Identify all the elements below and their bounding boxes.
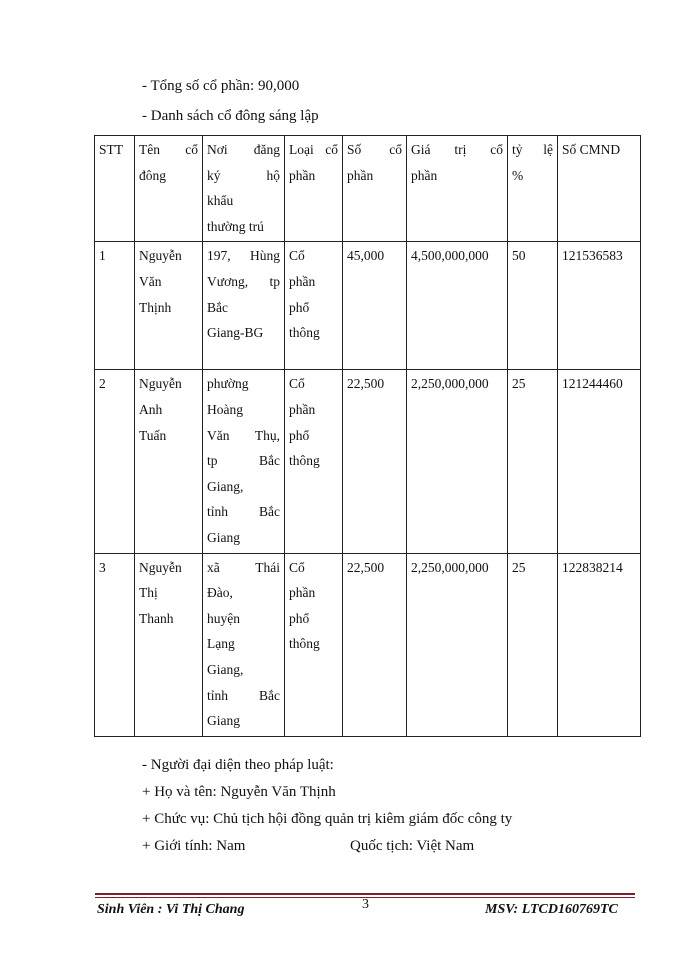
cell-line: %	[512, 167, 524, 183]
cell-line: phần	[289, 167, 316, 183]
cell-line: tỷ lệ	[512, 142, 553, 157]
cell-gia	[407, 553, 508, 736]
cell-line: 25	[512, 559, 526, 575]
cell-gia	[407, 242, 508, 370]
cell-line: huyện	[207, 610, 240, 626]
cell-line: Thị	[139, 585, 158, 601]
cell-ten	[135, 553, 203, 736]
cell-line: 197, Hùng	[207, 248, 280, 264]
representative-position: + Chức vụ: Chủ tịch hội đồng quản trị kiêm giám đốc công ty	[142, 811, 513, 827]
cell-so	[343, 553, 407, 736]
cell-line: Nguyễn	[139, 376, 182, 392]
cell-line: Nguyễn	[139, 559, 182, 575]
cell-loai	[285, 242, 343, 370]
shareholder-table	[94, 135, 641, 737]
cell-line: thông	[289, 636, 320, 652]
cell-line: 2,250,000,000	[411, 559, 489, 575]
cell-line: phần	[347, 167, 374, 183]
cell-line: Vương, tp	[207, 273, 280, 289]
table-row	[95, 370, 641, 553]
cell-line: phổ	[289, 610, 310, 626]
footer-student: Sinh Viên : Vi Thị Chang	[97, 902, 245, 917]
cell-line: Thịnh	[139, 299, 172, 315]
cell-line: 4,500,000,000	[411, 248, 489, 264]
cell-line: Giá trị cổ	[411, 142, 503, 157]
cell-ten	[135, 242, 203, 370]
header-cell-loai	[285, 136, 343, 242]
cell-loai	[285, 370, 343, 553]
page-number: 3	[362, 897, 369, 912]
cell-line: Văn Thụ,	[207, 427, 280, 443]
cell-line: phổ	[289, 427, 310, 443]
cell-line: Số CMND	[562, 142, 621, 157]
cell-cmnd	[558, 553, 641, 736]
cell-line: phổ	[289, 299, 310, 315]
cell-cmnd	[558, 242, 641, 370]
cell-ty	[508, 242, 558, 370]
cell-gia	[407, 370, 508, 553]
cell-ty	[508, 370, 558, 553]
cell-line: Cổ	[289, 559, 305, 575]
header-cell-noi	[203, 136, 285, 242]
cell-line: Tuấn	[139, 427, 167, 443]
cell-line: phường	[207, 376, 249, 392]
representative-gender: + Giới tính: Nam	[142, 838, 246, 854]
cell-line: Giang,	[207, 478, 244, 494]
cell-line: phần	[411, 167, 438, 183]
cell-line: 22,500	[347, 376, 385, 392]
cell-line: xã Thái	[207, 559, 280, 575]
table-row	[95, 553, 641, 736]
header-cell-gia	[407, 136, 508, 242]
cell-line: thường trú	[207, 218, 264, 234]
cell-line: tp Bắc	[207, 453, 280, 469]
cell-line: Loại cổ	[289, 142, 338, 157]
cell-line: 2	[99, 376, 106, 392]
cell-so	[343, 242, 407, 370]
cell-line: Nơi đăng	[207, 142, 280, 157]
header-cell-ten	[135, 136, 203, 242]
cell-stt	[95, 242, 135, 370]
cell-line: phần	[289, 273, 316, 289]
header-cell-cmnd	[558, 136, 641, 242]
cell-noi	[203, 242, 285, 370]
table-row	[95, 242, 641, 370]
cell-line: Giang,	[207, 661, 244, 677]
cell-line: 3	[99, 559, 106, 575]
cell-stt	[95, 553, 135, 736]
cell-noi	[203, 553, 285, 736]
cell-line: Hoàng	[207, 401, 243, 417]
cell-line: 50	[512, 248, 526, 264]
cell-ten	[135, 370, 203, 553]
cell-line: Giang-BG	[207, 325, 264, 341]
cell-line: 22,500	[347, 559, 385, 575]
cell-so	[343, 370, 407, 553]
cell-line: 122838214	[562, 559, 623, 575]
cell-line: Thanh	[139, 610, 174, 626]
cell-line: 25	[512, 376, 526, 392]
cell-line: Cổ	[289, 376, 305, 392]
cell-line: 1	[99, 248, 106, 264]
cell-line: Đào,	[207, 585, 233, 601]
cell-line: 45,000	[347, 248, 385, 264]
cell-line: tỉnh Bắc	[207, 504, 280, 520]
cell-line: đông	[139, 167, 166, 183]
header-cell-ty	[508, 136, 558, 242]
cell-line: Bắc	[207, 299, 228, 315]
cell-line: 121536583	[562, 248, 623, 264]
header-cell-stt	[95, 136, 135, 242]
cell-line: Giang	[207, 713, 240, 729]
representative-name: + Họ và tên: Nguyễn Văn Thịnh	[142, 784, 336, 800]
header-cell-so	[343, 136, 407, 242]
cell-line: Giang	[207, 529, 240, 545]
cell-line: Lạng	[207, 636, 235, 652]
cell-loai	[285, 553, 343, 736]
cell-line: 2,250,000,000	[411, 376, 489, 392]
footer-msv: MSV: LTCD160769TC	[485, 902, 618, 917]
cell-line: khẩu	[207, 193, 234, 209]
cell-cmnd	[558, 370, 641, 553]
cell-line: thông	[289, 325, 320, 341]
cell-line: Anh	[139, 401, 163, 417]
cell-line: phần	[289, 401, 316, 417]
cell-line: phần	[289, 585, 316, 601]
cell-line: 121244460	[562, 376, 623, 392]
shareholder-list-title: - Danh sách cổ đông sáng lập	[142, 108, 319, 124]
cell-line: Số cổ	[347, 142, 402, 157]
cell-line: thông	[289, 453, 320, 469]
cell-stt	[95, 370, 135, 553]
representative-title: - Người đại diện theo pháp luật:	[142, 757, 334, 773]
cell-line: tỉnh Bắc	[207, 687, 280, 703]
cell-line: STT	[99, 142, 124, 157]
cell-line: Văn	[139, 273, 162, 289]
cell-line: ký hộ	[207, 167, 280, 183]
representative-nationality: Quốc tịch: Việt Nam	[350, 838, 475, 854]
cell-line: Tên cổ	[139, 142, 198, 157]
total-shares-line: - Tổng số cổ phần: 90,000	[142, 78, 300, 94]
footer-rule	[95, 893, 635, 895]
table-header-row	[95, 136, 641, 242]
cell-noi	[203, 370, 285, 553]
cell-ty	[508, 553, 558, 736]
cell-line: Cổ	[289, 248, 305, 264]
cell-line: Nguyễn	[139, 248, 182, 264]
